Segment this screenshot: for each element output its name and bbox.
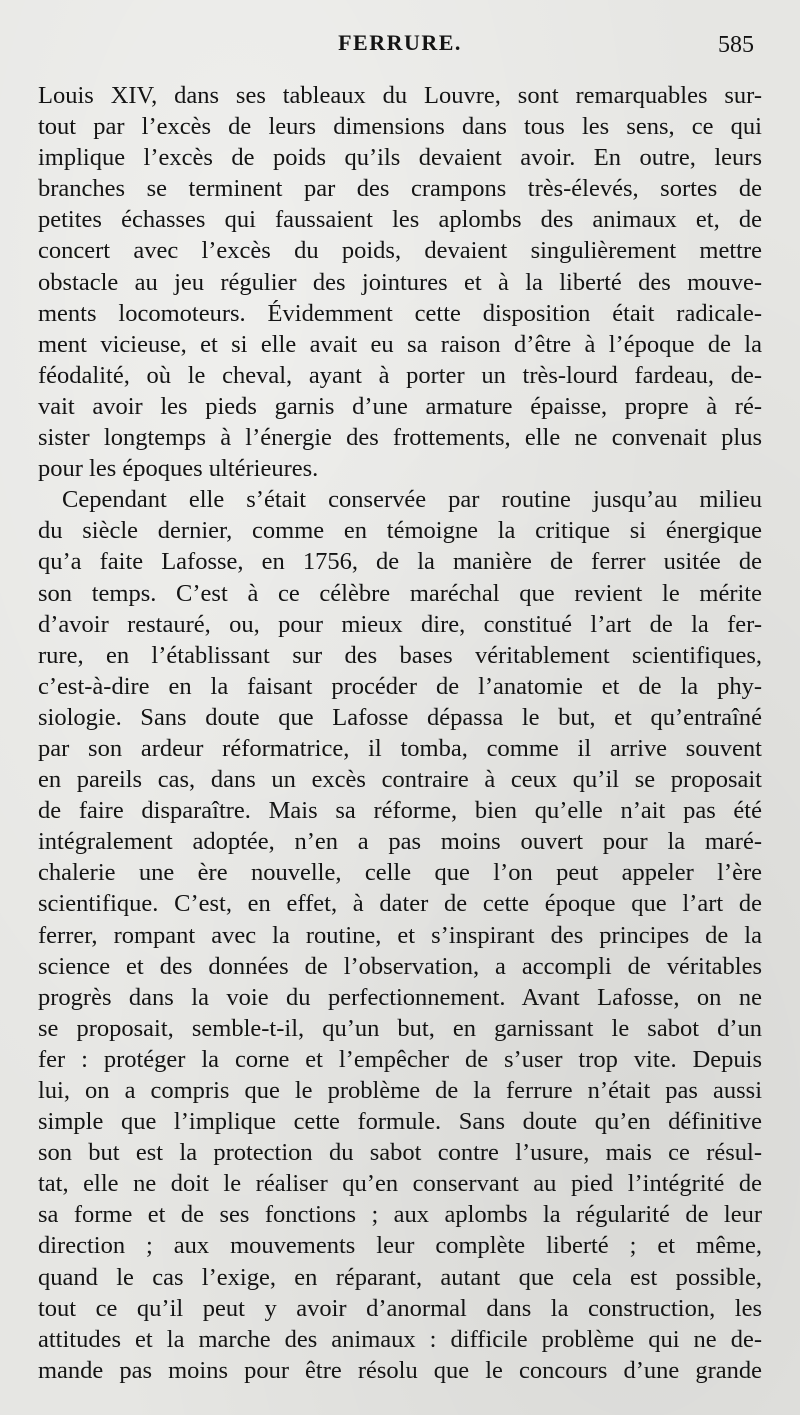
text-line: scientifique. C’est, en effet, à dater de cette époque que l’art de: [38, 890, 762, 918]
text-line: simple que l’implique cette formule. Sans doute qu’en définitive: [38, 1108, 762, 1136]
text-line: tout ce qu’il peut y avoir d’anormal dans la construction, les: [38, 1294, 762, 1322]
text-line: son temps. C’est à ce célèbre maréchal que revient le mérite: [38, 579, 762, 607]
text-line: ment vicieuse, et si elle avait eu sa raison d’être à l’époque de la: [38, 330, 762, 358]
text-line: vait avoir les pieds garnis d’une armature épaisse, propre à ré-: [38, 392, 762, 420]
text-line: rure, en l’établissant sur des bases véritablement scientifiques,: [38, 641, 762, 669]
text-line: attitudes et la marche des animaux : difficile problème qui ne de-: [38, 1325, 762, 1353]
text-line: par son ardeur réformatrice, il tomba, comme il arrive souvent: [38, 734, 762, 762]
text-line: concert avec l’excès du poids, devaient singulièrement mettre: [38, 237, 762, 265]
text-line: du siècle dernier, comme en témoigne la critique si énergique: [38, 517, 762, 545]
text-line: direction ; aux mouvements leur complète liberté ; et même,: [38, 1232, 762, 1260]
text-line: son but est la protection du sabot contre l’usure, mais ce résul-: [38, 1139, 762, 1167]
text-line: science et des données de l’observation, a accompli de véritables: [38, 952, 762, 980]
text-line: ments locomoteurs. Évidemment cette disposition était radicale-: [38, 299, 762, 327]
text-line: petites échasses qui faussaient les aplombs des animaux et, de: [38, 206, 762, 234]
text-line: obstacle au jeu régulier des jointures et à la liberté des mouve-: [38, 268, 762, 296]
body-text: [38, 80, 762, 1386]
text-line: Louis XIV, dans ses tableaux du Louvre, sont remarquables sur-: [38, 82, 762, 109]
text-line: quand le cas l’exige, en réparant, autant que cela est possible,: [38, 1263, 762, 1291]
running-title: FERRURE.: [338, 30, 462, 55]
text-line: se proposait, semble-t-il, qu’un but, en garnissant le sabot d’un: [38, 1014, 762, 1042]
text-line: c’est-à-dire en la faisant procéder de l’anatomie et de la phy-: [38, 672, 762, 700]
paragraph-end-line: pour les époques ultérieures.: [38, 455, 319, 483]
text-line: branches se terminent par des crampons très-élevés, sortes de: [38, 175, 762, 203]
text-line: ferrer, rompant avec la routine, et s’inspirant des principes de la: [38, 921, 762, 949]
text-line: de faire disparaître. Mais sa réforme, bien qu’elle n’ait pas été: [38, 797, 762, 825]
text-line: progrès dans la voie du perfectionnement. Avant Lafosse, on ne: [38, 983, 762, 1011]
text-line: implique l’excès de poids qu’ils devaient avoir. En outre, leurs: [38, 144, 762, 172]
text-line: siologie. Sans doute que Lafosse dépassa le but, et qu’entraîné: [38, 703, 762, 731]
paragraph-start-line: Cependant elle s’était conservée par routine jusqu’au milieu: [62, 486, 762, 514]
text-line: chalerie une ère nouvelle, celle que l’on peut appeler l’ère: [38, 859, 762, 887]
text-line: fer : protéger la corne et l’empêcher de s’user trop vite. Depuis: [38, 1045, 762, 1073]
text-line: féodalité, où le cheval, ayant à porter un très-lourd fardeau, de-: [38, 361, 762, 389]
text-line: lui, on a compris que le problème de la ferrure n’était pas aussi: [38, 1077, 762, 1104]
running-head: [0, 30, 800, 64]
text-line: sister longtemps à l’énergie des frottements, elle ne convenait plus: [38, 424, 762, 452]
text-line: en pareils cas, dans un excès contraire à ceux qu’il se proposait: [38, 766, 762, 794]
text-line: tat, elle ne doit le réaliser qu’en conservant au pied l’intégrité de: [38, 1170, 762, 1198]
text-line: sa forme et de ses fonctions ; aux aplombs la régularité de leur: [38, 1201, 762, 1229]
text-line: mande pas moins pour être résolu que le concours d’une grande: [38, 1356, 762, 1384]
text-line: intégralement adoptée, n’en a pas moins ouvert pour la maré-: [38, 828, 762, 856]
text-line: d’avoir restauré, ou, pour mieux dire, constitué l’art de la fer-: [38, 610, 762, 638]
text-line: qu’a faite Lafosse, en 1756, de la manière de ferrer usitée de: [38, 548, 762, 576]
text-line: tout par l’excès de leurs dimensions dans tous les sens, ce qui: [38, 113, 762, 141]
page-number: 585: [718, 32, 754, 58]
